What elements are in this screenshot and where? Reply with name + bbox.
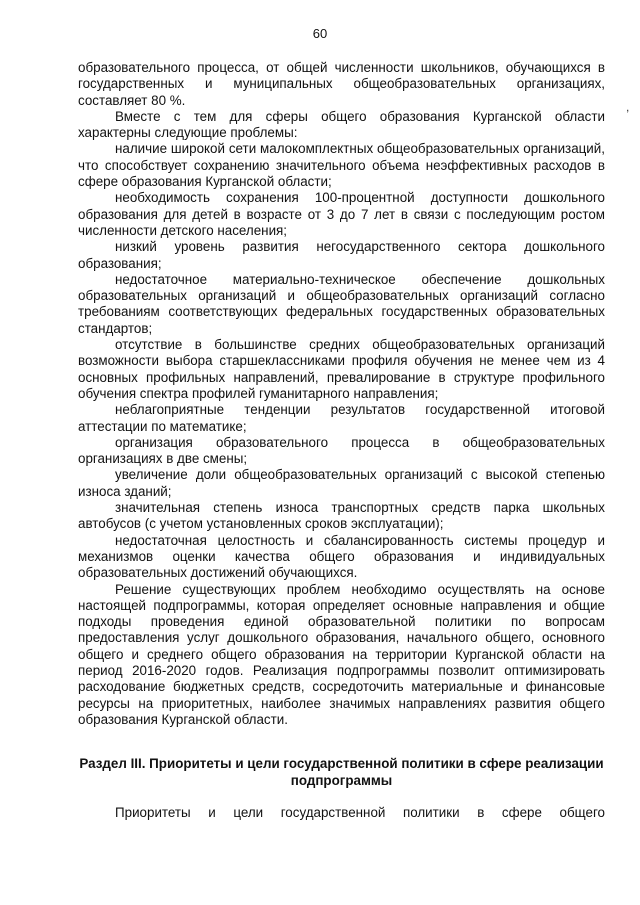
paragraph: значительная степень износа транспортных средств парка школьных автобусов (с учетом установленных сроков эксплуатации); [78,500,605,532]
paragraph: Вместе с тем для сферы общего образования Курганской области характерны следующие проблемы: [78,108,605,141]
word: Приоритеты [115,805,191,820]
paragraph: увеличение доли общеобразовательных организаций с высокой степенью износа зданий; [78,467,605,499]
paragraph: отсутствие в большинстве средних общеобразовательных организаций возможности выбора старшеклассниками профиля обучения не менее чем из 4 основных профильных направлений, превалирование в структуре профильного обучения спектра профилей гуманитарного направления; [78,337,605,401]
paragraph: образовательного процесса, от общей численности школьников, обучающихся в государственных и муниципальных общеобразовательных организациях, составляет 80 %. [78,60,605,108]
paragraph: низкий уровень развития негосударственного сектора дошкольного образования; [78,239,605,271]
word: общего [559,805,605,820]
paragraph: недостаточная целостность и сбалансированность системы процедур и механизмов оценки качества общего образования и индивидуальных образовательных достижений обучающихся. [78,532,605,581]
section-heading: Раздел III. Приоритеты и цели государственной политики в сфере реализации подпрограммы [79,756,604,788]
word: государственной [280,805,386,820]
body-text [78,60,605,728]
word: цели [233,805,264,820]
paragraph: организация образовательного процесса в общеобразовательных организациях в две смены; [78,434,605,467]
paragraph: необходимость сохранения 100-процентной доступности дошкольного образования для детей в возрасте от 3 до 7 лет в связи с последующим ростом численности детского населения; [78,190,605,238]
word: в [477,805,485,820]
paragraph: Решение существующих проблем необходимо осуществлять на основе настоящей подпрограммы, которая определяет основные направления и общие подходы проведения единой образовательной политики по вопросам предоставления услуг дошкольного образования, начального общего, основного общего и среднего общего образования на территории Курганской области на период 2016-2020 годов. Реализация подпрограммы позволит оптимизировать расходование бюджетных средств, сосредоточить материальные и финансовые ресурсы на приоритетных, наиболее значимых направлениях развития общего образования Курганской области. [78,581,605,727]
paragraph: недостаточное материально-техническое обеспечение дошкольных образовательных организаций и общеобразовательных организаций согласно требованиям соответствующих федеральных государственных образовательных стандартов; [78,271,605,336]
last-line [115,805,605,820]
page-number: 60 [312,26,328,41]
word: политики [402,805,460,820]
margin-mark: , [626,100,630,114]
word: и [208,805,216,820]
word: сфере [501,805,542,820]
paragraph: наличие широкой сети малокомплектных общеобразовательных организаций, что способствует сохранению значительного объема неэффективных расходов в сфере образования Курганской области; [78,141,605,190]
paragraph: неблагоприятные тенденции результатов государственной итоговой аттестации по математике; [78,402,605,434]
